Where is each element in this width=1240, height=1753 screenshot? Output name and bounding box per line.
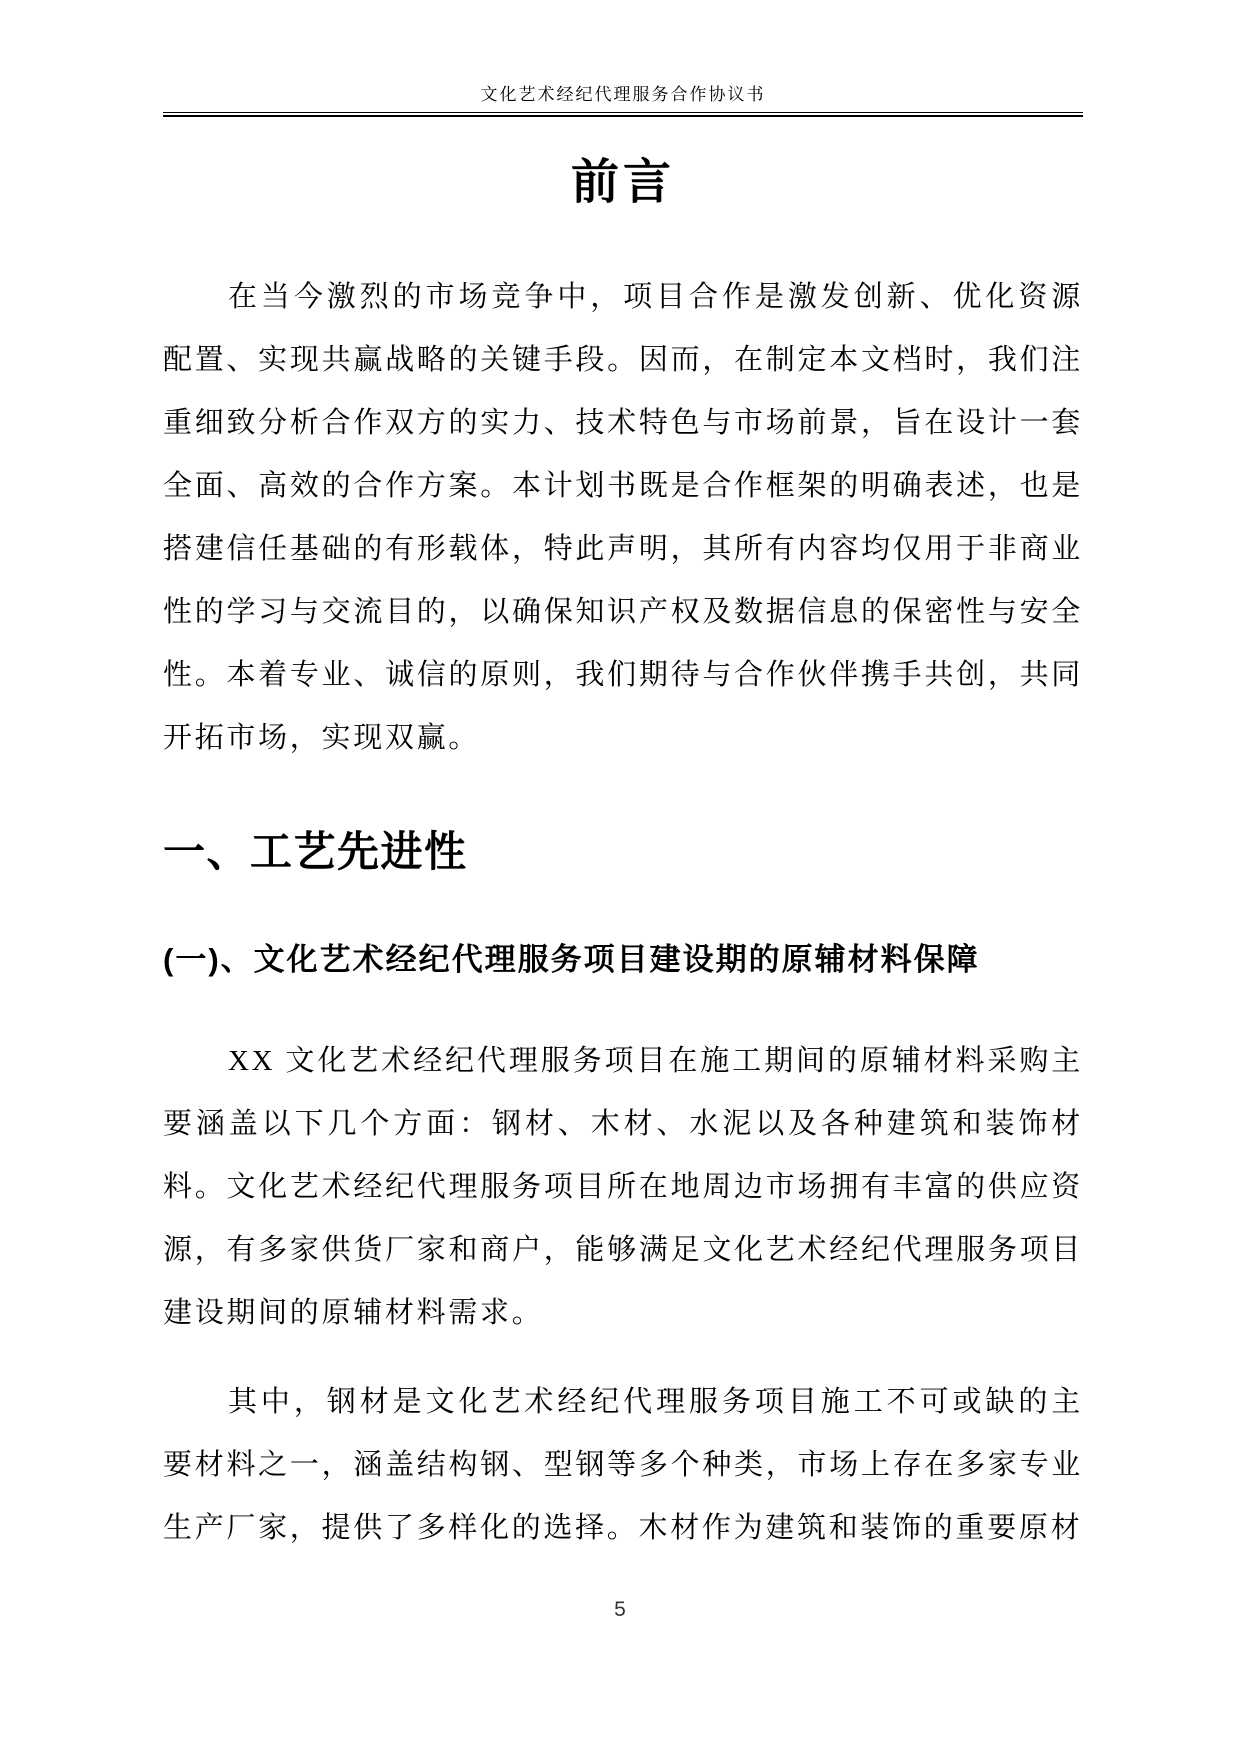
page-header [163,0,1083,117]
header-title: 文化艺术经纪代理服务合作协议书 [480,85,766,104]
subsection-heading: (一)、文化艺术经纪代理服务项目建设期的原辅材料保障 [163,942,980,977]
page-number: 5 [614,1598,626,1621]
intro-paragraph: 在当今激烈的市场竞争中，项目合作是激发创新、优化资源配置、实现共赢战略的关键手段。因而，在制定本文档时，我们注重细致分析合作双方的实力、技术特色与市场前景，旨在设计一套全面、高效的合作方案。本计划书既是合作框架的明确表述，也是搭建信任基础的有形载体，特此声明，其所有内容均仅用于非商业性的学习与交流目的，以确保知识产权及数据信息的保密性与安全性。本着专业、诚信的原则，我们期待与合作伙伴携手共创，共同开拓市场，实现双赢。 [163,281,1083,754]
document-title: 前言 [570,156,675,209]
page-content [163,0,1083,1560]
body-paragraph: XX 文化艺术经纪代理服务项目在施工期间的原辅材料采购主要涵盖以下几个方面：钢材、木材、水泥以及各种建筑和装饰材料。文化艺术经纪代理服务项目所在地周边市场拥有丰富的供应资源，有多家供货厂家和商户，能够满足文化艺术经纪代理服务项目建设期间的原辅材料需求。 [163,1045,1083,1329]
body-paragraph: 其中，钢材是文化艺术经纪代理服务项目施工不可或缺的主要材料之一，涵盖结构钢、型钢等多个种类，市场上存在多家专业生产厂家，提供了多样化的选择。木材作为建筑和装饰的重要原材 [163,1386,1083,1544]
page-footer [0,1598,1240,1622]
section-heading: 一、工艺先进性 [163,828,468,875]
header-rule [163,112,1083,117]
